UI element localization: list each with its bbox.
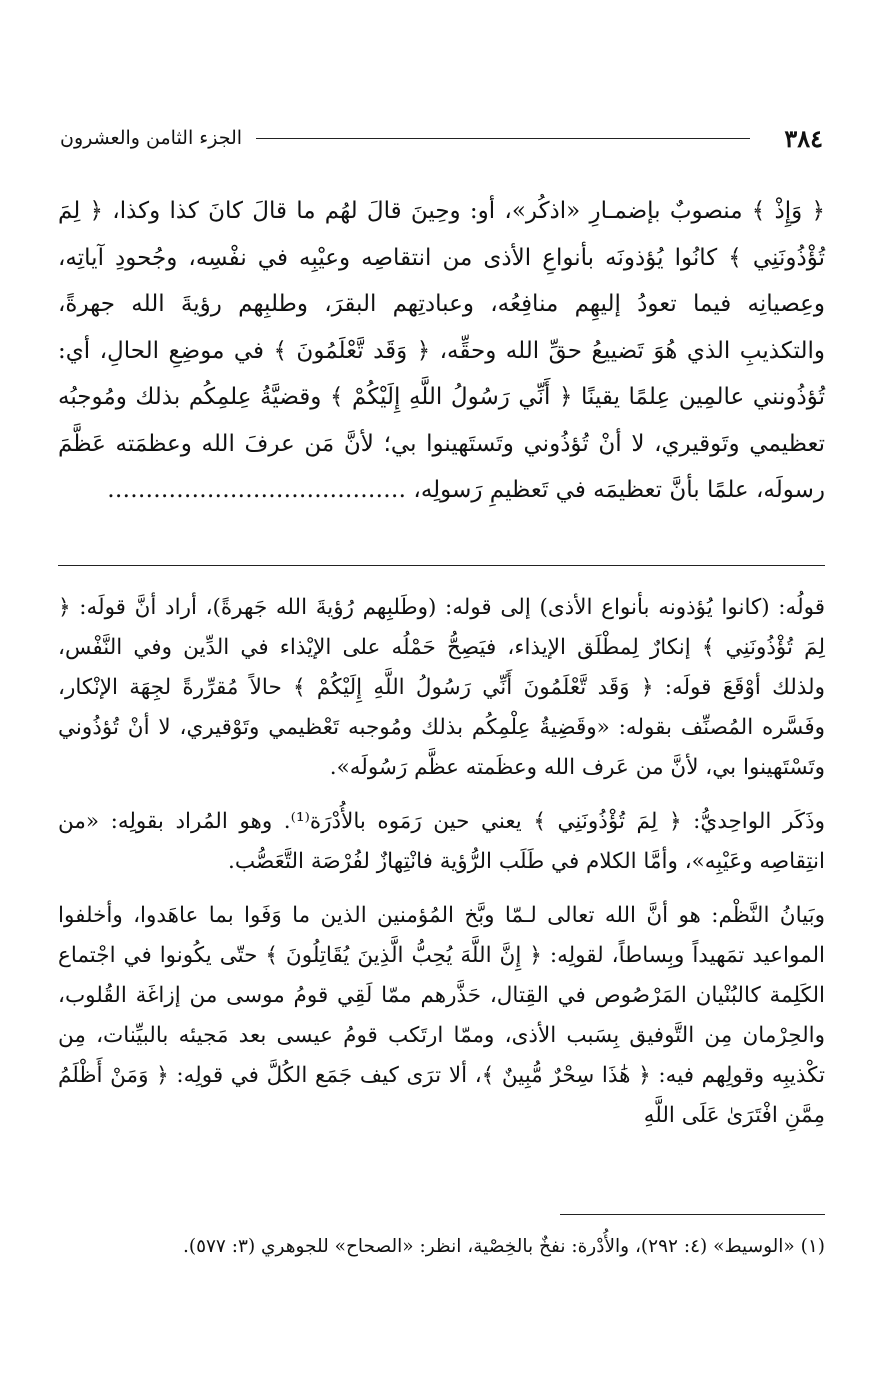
header-rule: [256, 138, 750, 139]
commentary-paragraph: وذَكَر الواحِديُّ: ﴿ لِمَ تُؤْذُونَنِي ﴾ يعني حين رَمَوه بالأُدْرَة⁽¹⁾. وهو المُراد بقولِه: «من انتِقاصِه وعَيْبِه»، وأمَّا الكلام في طَلَب الرُّؤية فانْتِهازٌ لفُرْصَة التَّعَصُّب.: [58, 809, 826, 874]
continuation-dots: …………………………………: [107, 477, 407, 503]
main-paragraph: [58, 188, 825, 514]
text-divider: [58, 565, 825, 566]
commentary-paragraph: قولُه: (كانوا يُؤذونه بأنواع الأذى) إلى قوله: (وطَلبِهم رُؤيةَ الله جَهرةً)، أراد أنَّ قولَه: ﴿ لِمَ تُؤْذُونَنِي ﴾ إنكارٌ لِمطْلَق الإيذاء، فيَصِحُّ حَمْلُه على الإيْذاء في الدِّين وفي النَّفْس، ولذلك أوْقَعَ قولَه: ﴿ وَقَد تَّعْلَمُونَ أَنِّي رَسُولُ اللَّهِ إِلَيْكُمْ ﴾ حالاً مُقرِّرةً لجِهَة الإنْكار، وفَسَّره المُصنِّف بقوله: «وقَضِيةُ عِلْمِكُم بذلك ومُوجبه تَعْظيمي وتَوْقيري، لا أنْ تُؤذُوني وتَسْتَهينوا بي، لأنَّ من عَرف الله وعظَمته عظَّم رَسُولَه».: [58, 595, 825, 780]
footnote-rule: [560, 1214, 825, 1215]
commentary-paragraph: وبَيانُ النَّظْم: هو أنَّ الله تعالى لـمّا وبَّخ المُؤمنين الذين ما وَفَوا بما عاهَدوا، وأخلفوا المواعيد تمَهيداً وبِساطاً، لقولِه: ﴿ إِنَّ اللَّهَ يُحِبُّ الَّذِينَ يُقَاتِلُونَ ﴾ حتّى يكُونوا في اجْتماع الكَلِمة كالبُنْيان المَرْصُوص في القِتال، حَذَّرهم ممّا لَقِي قومُ موسى من إزاغَة القُلوب، والحِرْمان مِن التَّوفيق بِسَبب الأذى، وممّا ارتَكب قومُ عيسى بعد مَجيئه بالبيِّنات، مِن تكْذيبِه وقولِهم فيه: ﴿ هَٰذَا سِحْرٌ مُّبِينٌ ﴾، ألا ترَى كيف جَمَع الكُلَّ في قولِه: ﴿ وَمَنْ أَظْلَمُ مِمَّنِ افْتَرَىٰ عَلَى اللَّهِ: [58, 903, 825, 1128]
footnote: (١) «الوسيط» (٤: ٢٩٢)، والأُدْرة: نفخٌ بالخِصْية، انظر: «الصحاح» للجوهري (٣: ٥٧٧).: [182, 1236, 825, 1257]
page-number: ٣٨٤: [784, 123, 823, 153]
running-title: الجزء الثامن والعشرون: [60, 127, 243, 149]
page-header: [60, 118, 823, 158]
commentary: [58, 588, 825, 1150]
main-paragraph-text: ﴿ وَإِذْ ﴾ منصوبٌ بإضمـارِ «اذكُر»، أو: وحِينَ قالَ لهُم ما قالَ كانَ كذا وكذا، ﴿ لِمَ تُؤْذُونَنِي ﴾ كانُوا يُؤذونَه بأنواعِ الأذى من انتقاصِه وعيْبِه في نفْسِه، وجُحودِ آياتِه، وعِصيانِه فيما تعودُ إليهِم منافِعُه، وعبادتِهم البقرَ، وطلبِهم رؤيةَ الله جهرةً، والتكذيبِ الذي هُوَ تَضييعُ حقِّ الله وحقِّه، ﴿ وَقَد تَّعْلَمُونَ ﴾ في موضِعِ الحالِ، أي: تُؤذُونني عالمِين عِلمًا يقينًا ﴿ أَنِّي رَسُولُ اللَّهِ إِلَيْكُمْ ﴾ وقضيَّةُ عِلمِكُم بذلك ومُوجبُه تعظيمي وتَوقيري، لا أنْ تُؤذُوني وتَستَهينوا بي؛ لأنَّ مَن عرفَ الله وعظمَته عَظَّمَ رسولَه، علمًا بأنَّ تعظيمَه في تَعظيمِ رَسولِه،: [58, 198, 825, 503]
main-text: [58, 188, 825, 514]
